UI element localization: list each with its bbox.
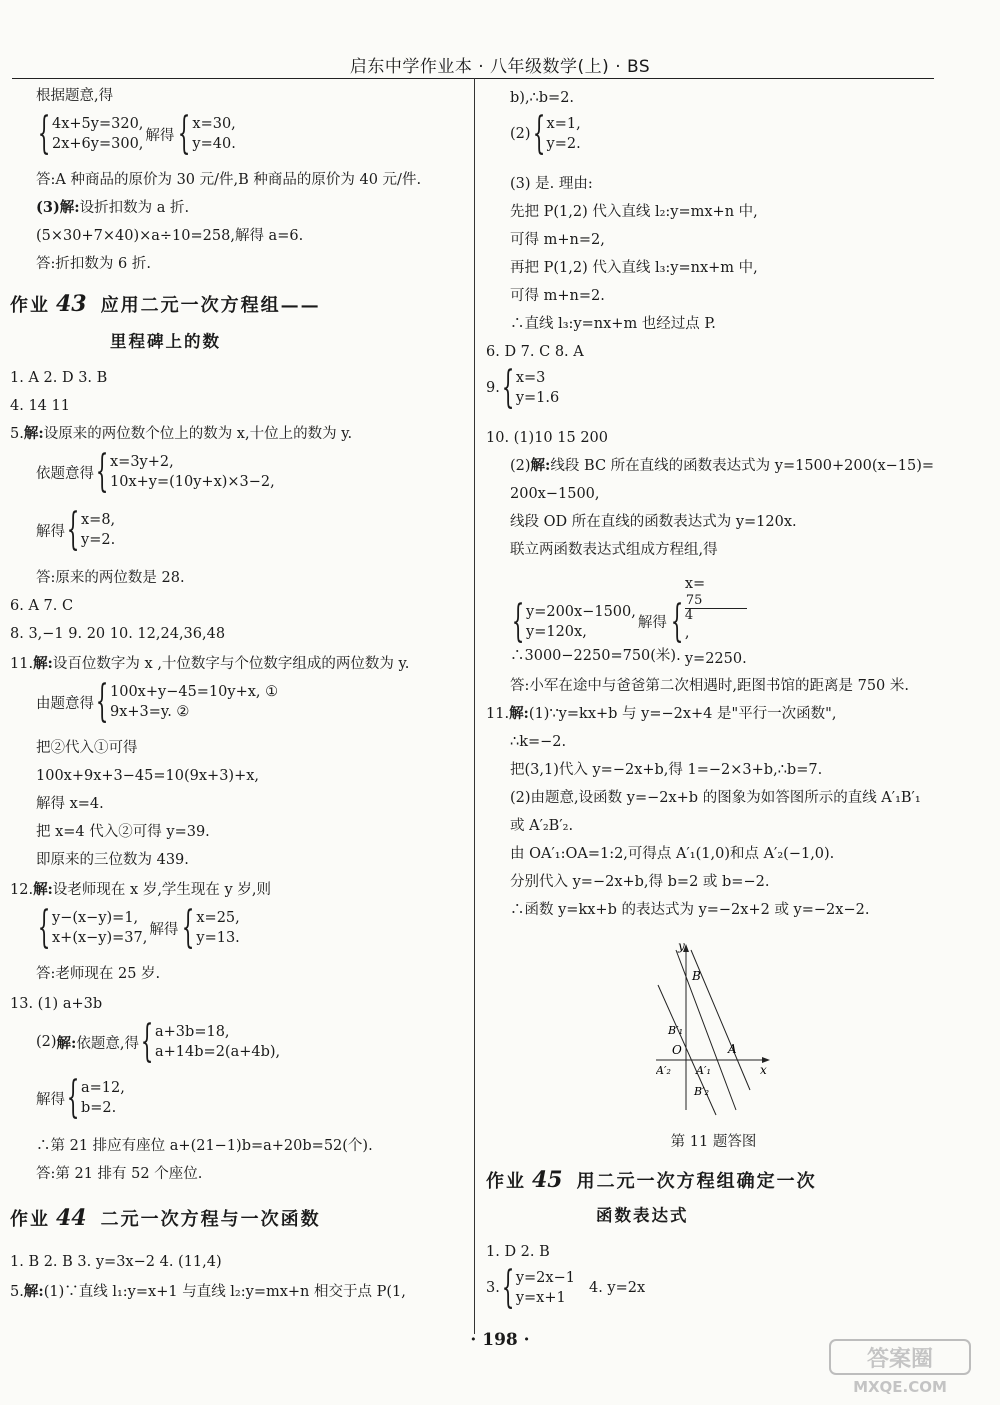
brace: { xyxy=(670,595,684,647)
text-line: (3) 是. 理由: xyxy=(510,176,593,192)
answer-line: 11.解:设百位数字为 x ,十位数字与个位数字组成的两位数为 y. xyxy=(10,655,410,672)
svg-text:答案圈: 答案圈 xyxy=(866,1347,934,1372)
answer-line: 1. D 2. B xyxy=(486,1244,550,1260)
brace: { xyxy=(182,902,195,953)
equation: x+(x−y)=37, xyxy=(52,930,148,946)
point-label: A′₂ xyxy=(656,1064,671,1077)
answer-line: 5.解:(1)∵直线 l₁:y=x+1 与直线 l₂:y=mx+n 相交于点 P(1, xyxy=(10,1283,406,1300)
text-line: 答:折扣数为 6 折. xyxy=(36,256,151,272)
equation: x=30, xyxy=(192,116,236,132)
text-line: 把 x=4 代入②可得 y=39. xyxy=(36,824,210,840)
equation: x=8, xyxy=(81,512,116,528)
equation: y=200x−1500, xyxy=(526,603,636,620)
text-line: 答:小军在途中与爸爸第二次相遇时,距图书馆的距离是 750 米. xyxy=(510,678,909,694)
equation: x= 75 4 , xyxy=(685,574,747,643)
equation: y=120x, xyxy=(526,623,587,640)
point-label: B xyxy=(692,969,701,983)
equation: y=1.6 xyxy=(515,390,560,406)
equation-system: 解得 { x=8, y=2. xyxy=(36,504,116,555)
text-line: 答:老师现在 25 岁. xyxy=(36,966,161,982)
equation-system xyxy=(36,108,236,159)
text-line: 根据题意,得 xyxy=(36,88,114,104)
text-line: 可得 m+n=2. xyxy=(510,288,605,304)
solve-label: 解得 xyxy=(145,127,175,144)
answer-line: 13. (1) a+3b xyxy=(10,996,103,1012)
text-line: 即原来的三位数为 439. xyxy=(36,852,189,868)
brace: { xyxy=(178,108,191,159)
text-line: 或 A′₂B′₂. xyxy=(510,818,574,834)
text-line: 由 OA′₁:OA=1:2,可得点 A′₁(1,0)和点 A′₂(−1,0). xyxy=(510,846,835,862)
answer-line: 4. 14 11 xyxy=(10,398,70,414)
text-line: ∴第 21 排应有座位 a+(21−1)b=a+20b=52(个). xyxy=(36,1138,373,1154)
brace: { xyxy=(501,1262,515,1313)
brace: { xyxy=(95,676,109,727)
equation: a+3b=18, xyxy=(155,1024,230,1040)
text-line: 答:原来的两位数是 28. xyxy=(36,570,185,586)
equation-system: (2) 解: 依题意,得 { a+3b=18, a+14b=2(a+4b), xyxy=(36,1016,281,1067)
equation-system: (2) { x=1, y=2. xyxy=(510,108,581,159)
answer-line: 6. D 7. C 8. A xyxy=(486,344,584,360)
equation: x=3y+2, xyxy=(110,454,174,470)
brace: { xyxy=(95,446,109,497)
text-line: 联立两函数表达式组成方程组,得 xyxy=(510,542,718,558)
brace: { xyxy=(140,1016,154,1067)
section-heading-44: 作业 44 二元一次方程与一次函数 xyxy=(10,1205,321,1231)
equation: y−(x−y)=1, xyxy=(52,910,139,926)
point-label: A′₁ xyxy=(696,1064,711,1077)
equation: y=13. xyxy=(196,930,240,946)
answer-line: 4. y=2x xyxy=(588,1280,646,1296)
section-subtitle: 里程碑上的数 xyxy=(110,332,221,351)
equation: 10x+y=(10y+x)×3−2, xyxy=(110,474,275,490)
column-divider xyxy=(474,78,475,1334)
answer-line: 1. A 2. D 3. B xyxy=(10,370,108,386)
text-line: 先把 P(1,2) 代入直线 l₂:y=mx+n 中, xyxy=(510,204,758,220)
brace: { xyxy=(66,1072,80,1123)
equation-system: 9. { x=3 y=1.6 xyxy=(486,362,560,413)
equation: b=2. xyxy=(81,1100,117,1116)
brace: { xyxy=(511,595,525,647)
text-line: (5×30+7×40)×a÷10=258,解得 a=6. xyxy=(36,228,304,244)
equation: y=2. xyxy=(546,136,581,152)
point-label: O xyxy=(672,1043,682,1057)
section-subtitle: 函数表达式 xyxy=(596,1206,689,1225)
equation: a=12, xyxy=(81,1080,125,1096)
answer-figure xyxy=(656,940,776,1120)
brace: { xyxy=(66,504,80,555)
point-label: B′₁ xyxy=(668,1024,683,1037)
text-line: 把(3,1)代入 y=−2x+b,得 1=−2×3+b,∴b=7. xyxy=(510,762,823,778)
equation: 2x+6y=300, xyxy=(52,136,144,152)
text-line: 解得 x=4. xyxy=(36,796,104,812)
section-heading-45: 作业 45 用二元一次方程组确定一次 xyxy=(486,1167,817,1193)
answer-line: 10. (1)10 15 200 xyxy=(486,430,609,446)
answer-line: 8. 3,−1 9. 20 10. 12,24,36,48 xyxy=(10,626,226,642)
text-line: 再把 P(1,2) 代入直线 l₃:y=nx+m 中, xyxy=(510,260,758,276)
header-rule xyxy=(12,78,934,79)
text-line: b),∴b=2. xyxy=(510,90,575,106)
page-number: · 198 · xyxy=(470,1330,530,1350)
equation: 9x+3=y. ② xyxy=(110,704,190,720)
equation: y=2. xyxy=(81,532,116,548)
equation: a+14b=2(a+4b), xyxy=(155,1044,281,1060)
answer-line: 11.解:(1)∵y=kx+b 与 y=−2x+4 是"平行一次函数", xyxy=(486,705,837,722)
svg-text:MXQE.COM: MXQE.COM xyxy=(853,1378,947,1396)
equation-system: 依题意得 { x=3y+2, 10x+y=(10y+x)×3−2, xyxy=(36,446,275,497)
equation: y=2250. xyxy=(684,651,747,667)
equation: x=1, xyxy=(546,116,581,132)
equation: 4x+5y=320, xyxy=(52,116,144,132)
equation-system: 由题意得 { 100x+y−45=10y+x, ① 9x+3=y. ② xyxy=(36,676,279,727)
point-label: A xyxy=(728,1042,737,1056)
answer-line: 12.解:设老师现在 x 岁,学生现在 y 岁,则 xyxy=(10,881,271,898)
figure-caption: 第 11 题答图 xyxy=(670,1134,757,1150)
equation: x=25, xyxy=(196,910,240,926)
text-line: (2)解:线段 BC 所在直线的函数表达式为 y=1500+200(x−15)= xyxy=(510,457,935,474)
text-line: 答:第 21 排有 52 个座位. xyxy=(36,1166,203,1182)
axis-label: x xyxy=(760,1063,767,1077)
text-line: 答:A 种商品的原价为 30 元/件,B 种商品的原价为 40 元/件. xyxy=(36,172,422,188)
text-line: ∴直线 l₃:y=nx+m 也经过点 P. xyxy=(510,316,716,332)
text-line: ∴k=−2. xyxy=(510,734,567,750)
equation-system: 解得 { a=12, b=2. xyxy=(36,1072,125,1123)
point-label: B′₂ xyxy=(694,1085,709,1098)
text-line: 100x+9x+3−45=10(9x+3)+x, xyxy=(36,768,260,784)
answer-line: 5.解:设原来的两位数个位上的数为 x,十位上的数为 y. xyxy=(10,425,353,442)
text-line: 线段 OD 所在直线的函数表达式为 y=120x. xyxy=(510,514,797,530)
equation: y=2x−1 xyxy=(515,1270,575,1286)
text-line: 200x−1500, xyxy=(510,486,600,502)
equation: y=40. xyxy=(192,136,236,152)
answer-line: 6. A 7. C xyxy=(10,598,74,614)
answer-line: 1. B 2. B 3. y=3x−2 4. (11,4) xyxy=(10,1254,222,1270)
axis-label: y xyxy=(678,940,685,953)
brace: { xyxy=(37,902,51,953)
text-line: (3)解:设折扣数为 a 折. xyxy=(36,199,190,216)
text-line: 把②代入①可得 xyxy=(36,740,138,756)
equation-system: 3. { y=2x−1 y=x+1 4. y=2x xyxy=(486,1262,646,1313)
equation: x=3 xyxy=(515,370,546,386)
equation-system: { y−(x−y)=1, x+(x−y)=37, 解得 { x=25, y=13. xyxy=(37,902,240,953)
text-line: ∴3000−2250=750(米). xyxy=(510,648,681,664)
text-line: 可得 m+n=2, xyxy=(510,232,605,248)
brace: { xyxy=(501,362,515,413)
equation-system: { y=200x−1500, y=120x, 解得 { x= 75 4 , y=2250. xyxy=(511,576,747,667)
text-line: ∴函数 y=kx+b 的表达式为 y=−2x+2 或 y=−2x−2. xyxy=(510,902,870,918)
watermark-logo xyxy=(828,1338,978,1396)
equation: y=x+1 xyxy=(515,1290,566,1306)
brace: { xyxy=(532,108,545,159)
text-line: (2)由题意,设函数 y=−2x+b 的图象为如答图所示的直线 A′₁B′₁ xyxy=(510,790,921,806)
page-header: 启东中学作业本 · 八年级数学(上) · BS xyxy=(349,57,651,77)
text-line: 分别代入 y=−2x+b,得 b=2 或 b=−2. xyxy=(510,874,770,890)
equation: 100x+y−45=10y+x, ① xyxy=(110,684,279,700)
brace: { xyxy=(37,108,51,159)
section-heading-43: 作业 43 应用二元一次方程组—— xyxy=(10,291,321,317)
